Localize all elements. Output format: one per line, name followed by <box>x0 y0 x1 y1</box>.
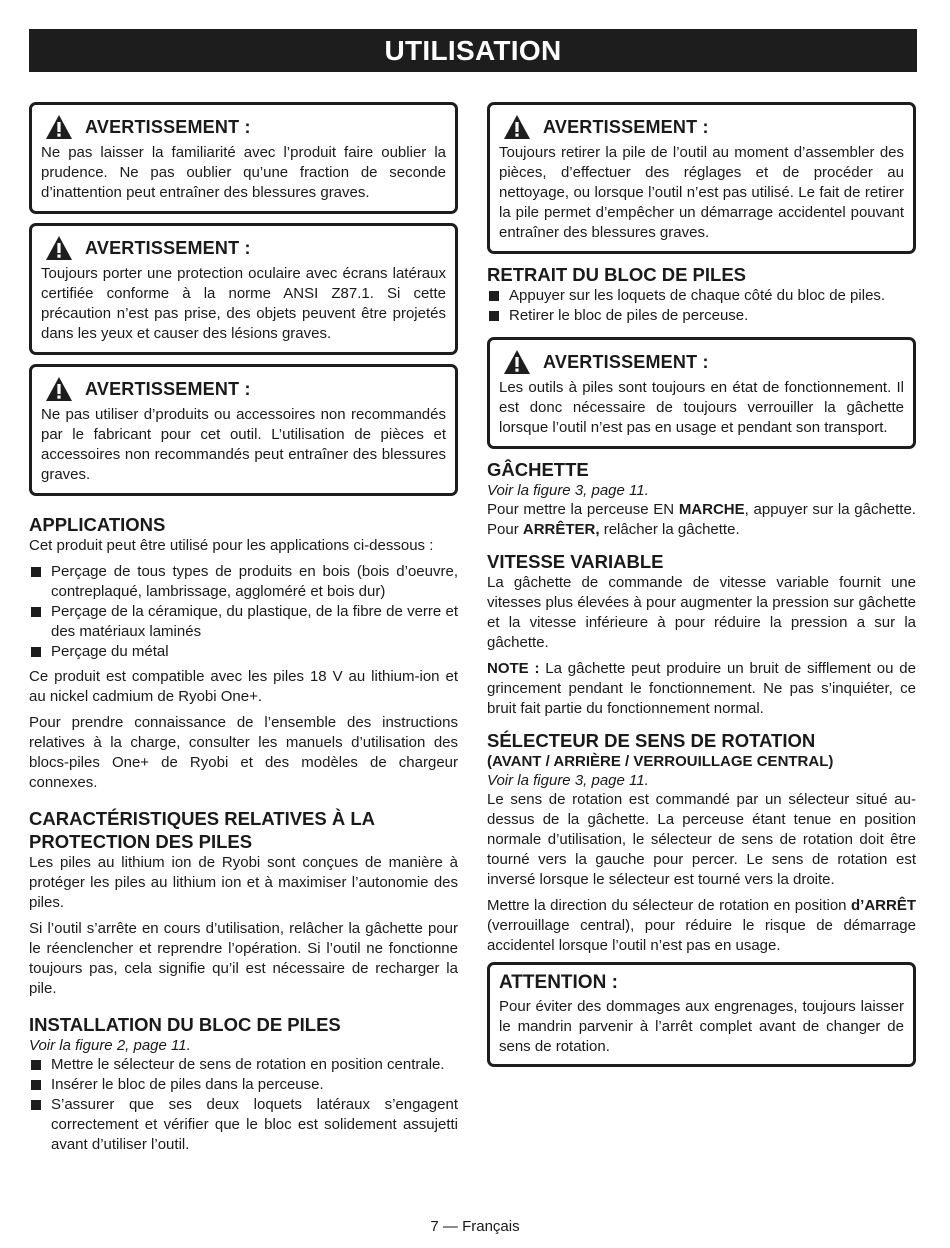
warning-triangle-icon <box>45 114 73 140</box>
selecteur-paragraph-1: Le sens de rotation est commandé par un sélecteur situé au-dessus de la gâchette. La perceuse étant tenue en position normale d’utilisation, le sélecteur de sens de rotation doit être tourné vers la gauche pour percer. Le sens de rotation est inversé lorsque le sélecteur est tourné vers la droite. <box>487 791 916 888</box>
warning-box-lock-trigger <box>487 337 916 449</box>
list-item: S’assurer que ses deux loquets latéraux s’engagent correctement et vérifier que le bloc est solidement assujetti avant d’utiliser l’outil. <box>29 1095 458 1155</box>
installation-figure-ref: Voir la figure 2, page 11. <box>29 1037 191 1054</box>
right-column <box>487 102 916 1067</box>
protection-paragraph-2: Si l’outil s’arrête en cours d’utilisation, relâcher la gâchette pour le réenclencher et reprendre l’opération. Si l’outil ne fonctionne toujours pas, cela signifie qu’il est nécessaire de recharger la pile. <box>29 920 458 997</box>
vitesse-note: NOTE : La gâchette peut produire un bruit de sifflement ou de grincement pendant le fonctionnement. Ne pas s’inquiéter, ce bruit fait partie du fonctionnement normal. <box>487 660 916 717</box>
warning-title: AVERTISSEMENT : <box>543 351 709 372</box>
installation-list <box>29 1055 458 1155</box>
bullet-square-icon <box>489 311 499 321</box>
warning-triangle-icon <box>45 376 73 402</box>
page-title: UTILISATION <box>29 29 917 72</box>
installation-heading: INSTALLATION DU BLOC DE PILES <box>29 1014 341 1035</box>
attention-text: Pour éviter des dommages aux engrenages, toujours laisser le mandrin parvenir à l’arrêt complet avant de changer de sens de rotation. <box>499 998 904 1055</box>
applications-intro: Cet produit peut être utilisé pour les applications ci-dessous : <box>29 537 434 554</box>
bullet-square-icon <box>31 647 41 657</box>
vitesse-paragraph: La gâchette de commande de vitesse variable fournit une vitesses plus élevées à pour augmenter la pression sur gâchette et la vitesse inférieure à pour réduire la pression a sur la gâchette. <box>487 574 916 651</box>
applications-list <box>29 562 458 662</box>
warning-title: AVERTISSEMENT : <box>543 116 709 137</box>
selecteur-heading: SÉLECTEUR DE SENS DE ROTATION <box>487 730 816 751</box>
selecteur-paragraph-2: Mettre la direction du sélecteur de rotation en position d’ARRÊT (verrouillage central), pour réduire le risque de démarrage accidentel lorsque l’outil n’est pas en usage. <box>487 897 916 954</box>
selecteur-figure-ref: Voir la figure 3, page 11. <box>487 772 649 789</box>
warning-title: AVERTISSEMENT : <box>85 237 251 258</box>
warning-text: Toujours porter une protection oculaire avec écrans latéraux certifiée conforme à la norme ANSI Z87.1. Si cette précaution n’est pas prise, des objets peuvent être projetés dans les yeux et causer des lésions graves. <box>41 265 446 342</box>
bullet-square-icon <box>489 291 499 301</box>
warning-triangle-icon <box>503 349 531 375</box>
charging-paragraph: Pour prendre connaissance de l’ensemble des instructions relatives à la charge, consulter les manuels d’utilisation des blocs-piles One+ de Ryobi et des modèles de chargeur connexes. <box>29 714 458 791</box>
bullet-square-icon <box>31 1100 41 1110</box>
warning-box-eye-protection <box>29 223 458 355</box>
warning-text: Les outils à piles sont toujours en état de fonctionnement. Il est donc nécessaire de toujours verrouiller la gâchette lorsque l’outil n’est pas en usage et pendant son transport. <box>499 379 904 436</box>
warning-title: AVERTISSEMENT : <box>85 378 251 399</box>
warning-box-familiarity <box>29 102 458 214</box>
bullet-square-icon <box>31 607 41 617</box>
warning-text: Toujours retirer la pile de l’outil au moment d’assembler des pièces, d’effectuer des réglages et de procéder au nettoyage, ou lorsque l’outil n’est pas utilisé. Le fait de retirer la pile permet d’empêcher un démarrage accidentel pouvant entraîner des blessures graves. <box>499 144 904 241</box>
list-item: Retirer le bloc de piles de perceuse. <box>487 306 916 326</box>
left-column <box>29 102 458 1160</box>
retrait-list <box>487 286 916 326</box>
bullet-square-icon <box>31 1060 41 1070</box>
list-item: Insérer le bloc de piles dans la perceuse. <box>29 1075 458 1095</box>
selecteur-subheading: (AVANT / ARRIÈRE / VERROUILLAGE CENTRAL) <box>487 753 834 770</box>
protection-heading: CARACTÉRISTIQUES RELATIVES À LA PROTECTION DES PILES <box>29 808 376 852</box>
compatibility-paragraph: Ce produit est compatible avec les piles 18 V au lithium-ion et au nickel cadmium de Ryobi One+. <box>29 668 458 705</box>
warning-box-accessories <box>29 364 458 496</box>
attention-box <box>487 962 916 1067</box>
list-item: Perçage de tous types de produits en bois (bois d’oeuvre, contreplaqué, lambrissage, aggloméré et bois dur) <box>29 562 458 602</box>
bullet-square-icon <box>31 1080 41 1090</box>
page-footer: 7 — Français <box>430 1218 520 1235</box>
gachette-heading: GÂCHETTE <box>487 459 589 480</box>
attention-title: ATTENTION : <box>499 972 618 993</box>
list-item: Perçage du métal <box>29 642 458 662</box>
warning-text: Ne pas utiliser d’produits ou accessoires non recommandés par le fabricant pour cet outil. L’utilisation de pièces et accessoires non recommandés peut entraîner des blessures graves. <box>41 406 446 483</box>
list-item: Appuyer sur les loquets de chaque côté du bloc de piles. <box>487 286 916 306</box>
applications-heading: APPLICATIONS <box>29 514 166 535</box>
warning-triangle-icon <box>503 114 531 140</box>
gachette-paragraph: Pour mettre la perceuse EN MARCHE, appuyer sur la gâchette. Pour ARRÊTER, relâcher la gâchette. <box>487 501 916 538</box>
warning-box-remove-battery <box>487 102 916 254</box>
list-item: Perçage de la céramique, du plastique, de la fibre de verre et des matériaux laminés <box>29 602 458 642</box>
list-item: Mettre le sélecteur de sens de rotation en position centrale. <box>29 1055 458 1075</box>
warning-title: AVERTISSEMENT : <box>85 116 251 137</box>
warning-text: Ne pas laisser la familiarité avec l’produit faire oublier la prudence. Ne pas oublier qu’une fraction de seconde d’inattention peut entraîner des blessures graves. <box>41 144 446 201</box>
warning-triangle-icon <box>45 235 73 261</box>
protection-paragraph-1: Les piles au lithium ion de Ryobi sont conçues de manière à protéger les piles au lithium ion et à maximiser l’autonomie des piles. <box>29 854 458 911</box>
bullet-square-icon <box>31 567 41 577</box>
retrait-heading: RETRAIT DU BLOC DE PILES <box>487 264 747 285</box>
vitesse-heading: VITESSE VARIABLE <box>487 551 664 572</box>
gachette-figure-ref: Voir la figure 3, page 11. <box>487 482 649 499</box>
